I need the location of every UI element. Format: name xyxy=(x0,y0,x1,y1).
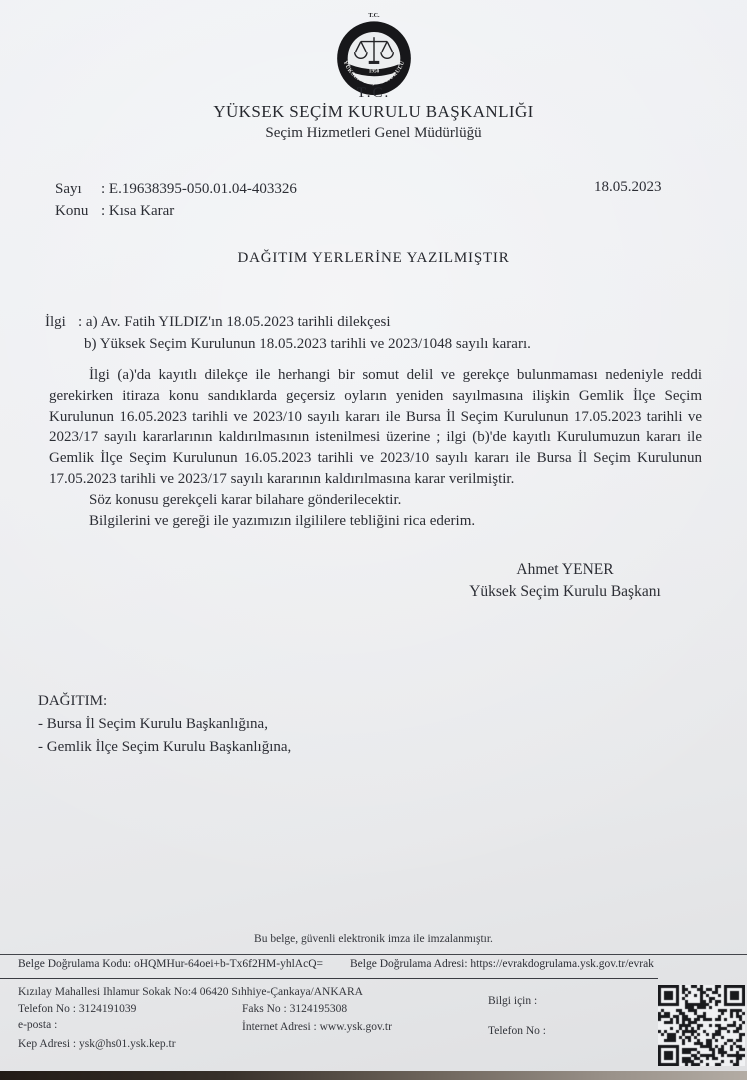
reference-b: b) Yüksek Seçim Kurulunun 18.05.2023 tarihli ve 2023/1048 sayılı kararı. xyxy=(84,336,531,352)
verify-address-value: https://evrakdogrulama.ysk.gov.tr/evrak xyxy=(470,958,654,970)
office-address: Kızılay Mahallesi Ihlamur Sokak No:4 06420 Sıhhiye-Çankaya/ANKARA xyxy=(18,986,363,998)
letterhead-dept: Seçim Hizmetleri Genel Müdürlüğü xyxy=(265,125,482,141)
body-line-3: Bilgilerini ve gereği ile yazımızın ilgililere tebliğini rica ederim. xyxy=(89,512,476,529)
internet-row xyxy=(242,1021,392,1033)
kep-row xyxy=(18,1038,176,1050)
letterhead-org: YÜKSEK SEÇİM KURULU BAŞKANLIĞI xyxy=(213,102,534,121)
reference-a: : a) Av. Fatih YILDIZ'ın 18.05.2023 tarihli dilekçesi xyxy=(78,314,391,330)
info-phone-label: Telefon No : xyxy=(488,1025,546,1037)
seal-tc-label: T.C. xyxy=(368,13,380,20)
scan-edge-strip xyxy=(0,1071,747,1080)
internet-label: İnternet Adresi : xyxy=(242,1021,317,1033)
subject-line: DAĞITIM YERLERİNE YAZILMIŞTIR xyxy=(237,250,510,266)
letter-body xyxy=(49,365,702,531)
seal-ring-label: YÜKSEK SEÇİM KURULU xyxy=(341,59,407,87)
sayi-label: Sayı xyxy=(55,181,82,197)
verify-code-value: oHQMHur-64oei+b-Tx6f2HM-yhlAcQ= xyxy=(133,958,323,970)
scales-of-justice-icon xyxy=(330,10,418,96)
signer-title: Yüksek Seçim Kurulu Başkanı xyxy=(469,583,661,600)
signer-name: Ahmet YENER xyxy=(516,561,614,578)
esign-note: Bu belge, güvenli elektronik imza ile imzalanmıştır. xyxy=(254,933,493,945)
distribution-item: - Gemlik İlçe Seçim Kurulu Başkanlığına, xyxy=(38,739,292,755)
eposta-label: e-posta : xyxy=(18,1019,58,1031)
konu-label: Konu xyxy=(55,203,89,219)
phone-value: 3124191039 xyxy=(78,1003,137,1015)
reference-row-a xyxy=(45,314,391,331)
footer-divider-bottom xyxy=(0,978,658,979)
distribution-block xyxy=(38,690,291,759)
sayi-row xyxy=(55,181,297,198)
internet-value: www.ysk.gov.tr xyxy=(319,1021,392,1033)
phone-label: Telefon No : xyxy=(18,1003,76,1015)
phone-row xyxy=(18,1003,136,1015)
verify-address-row xyxy=(350,958,654,970)
fax-value: 3124195308 xyxy=(289,1003,348,1015)
letterhead-tc: T.C. xyxy=(356,85,391,101)
qr-code-icon xyxy=(658,985,745,1066)
info-label: Bilgi için : xyxy=(488,995,538,1007)
kep-value: ysk@hs01.ysk.kep.tr xyxy=(79,1038,176,1050)
kep-label: Kep Adresi : xyxy=(18,1038,77,1050)
verify-address-label: Belge Doğrulama Adresi: xyxy=(350,958,468,970)
footer-divider-top xyxy=(0,954,747,955)
seal-year: 1950 xyxy=(368,68,380,75)
verify-code-label: Belge Doğrulama Kodu: xyxy=(18,958,132,970)
body-line-2: Söz konusu gerekçeli karar bilahare gönderilecektir. xyxy=(89,491,402,508)
verify-code-row xyxy=(18,958,323,970)
document-date: 18.05.2023 xyxy=(594,179,662,195)
fax-row xyxy=(242,1003,347,1015)
ysk-seal xyxy=(330,10,418,96)
konu-row xyxy=(55,203,174,220)
sayi-value: : E.19638395-050.01.04-403326 xyxy=(101,181,297,197)
distribution-item: - Bursa İl Seçim Kurulu Başkanlığına, xyxy=(38,716,268,732)
ilgi-label: İlgi xyxy=(45,314,66,330)
body-paragraph: İlgi (a)'da kayıtlı dilekçe ile herhangi bir somut delil ve gerekçe bulunmaması nedeniyle reddi gerekirken itiraza konu sandıklarda geçersiz oyların yeniden sayılmasına ilişkin Gemlik İlçe Seçim Kurulunun 16.05.2023 tarihli ve 2023/10 sayılı kararı ile Bursa İl Seçim Kurulunun 17.05.2023 tarihli ve 2023/17 sayılı kararlarının kaldırılmasının istenilmesi üzerine ; ilgi (b)'de kayıtlı Kurulumuzun kararı ile Gemlik İlçe Seçim Kurulunun 16.05.2023 tarihli ve 2023/10 sayılı kararı ile Bursa İl Seçim Kurulunun 17.05.2023 tarihli ve 2023/17 sayılı kararının kaldırılmasına karar verilmiştir. xyxy=(49,367,702,487)
konu-value: : Kısa Karar xyxy=(101,203,175,219)
fax-label: Faks No : xyxy=(242,1003,287,1015)
signature-block xyxy=(415,559,715,603)
distribution-label: DAĞITIM: xyxy=(38,693,108,709)
